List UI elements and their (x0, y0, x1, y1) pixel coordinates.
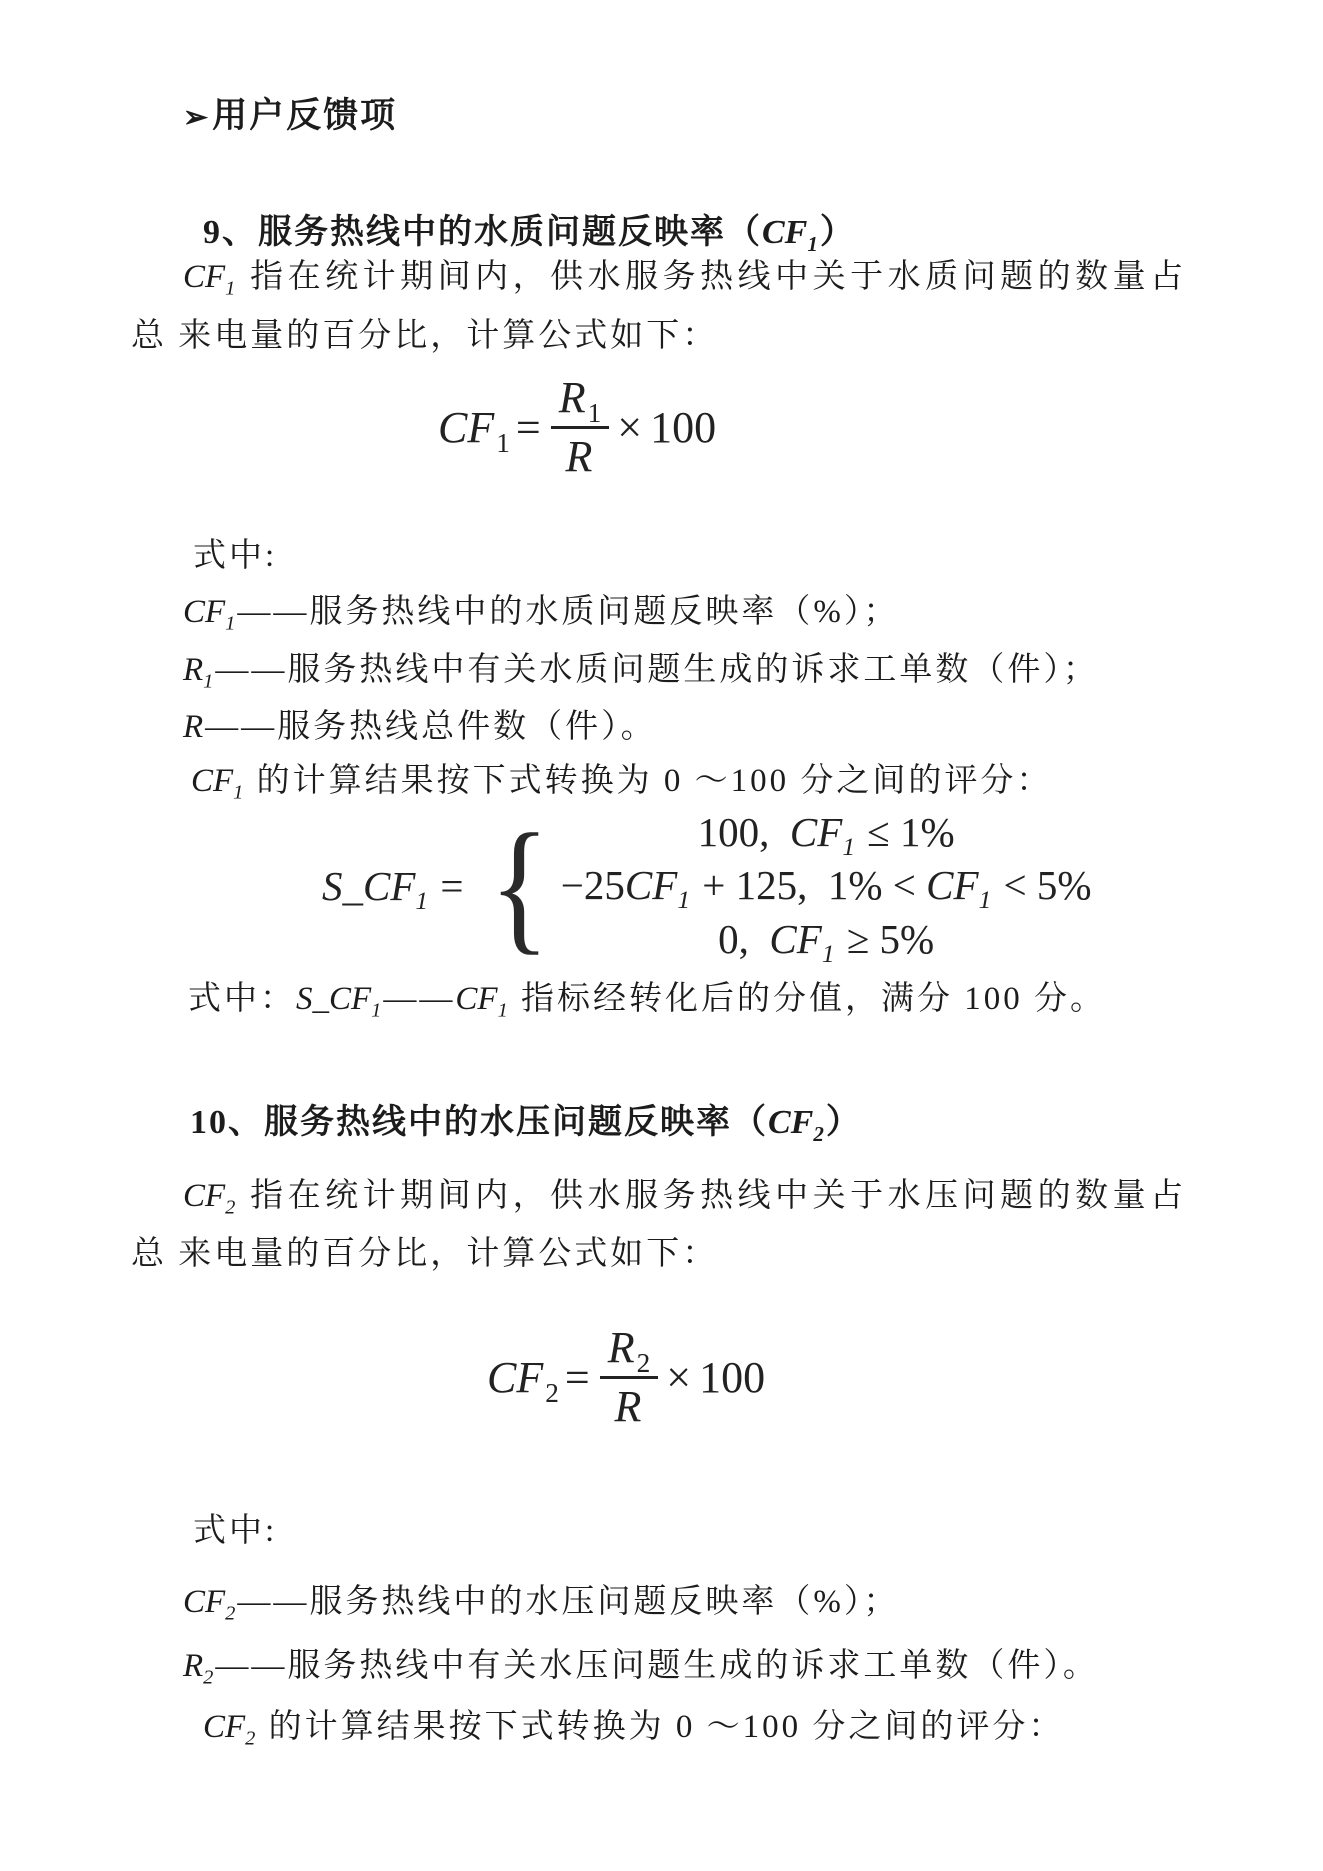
math-var: CF (438, 402, 495, 452)
text-run: = (430, 862, 474, 909)
definition-r2 (183, 1646, 1099, 1687)
math-subscript: 1 (497, 999, 508, 1022)
math-var: CF (487, 1352, 544, 1402)
text-run: 指在统计期间内，供水服务热线中关于水质问题的数量占 (237, 259, 1188, 295)
text-run: ≥ 5% (836, 915, 935, 962)
text-run: 100, (697, 809, 790, 855)
fraction-denominator (615, 1379, 644, 1432)
math-var: $CF_1$ (183, 594, 236, 635)
text-run: ——服务热线总件数（件）。 (205, 709, 657, 745)
math-var: $CF_1$ (926, 862, 992, 915)
arrow-bullet-icon: ➢ (183, 101, 211, 134)
formula-s-cf1 (322, 803, 1092, 968)
text-run: 的计算结果按下式转换为 0 ～100 分之间的评分： (257, 1709, 1065, 1745)
math-subscript: 1 (677, 886, 691, 915)
curly-brace: { (489, 803, 550, 968)
math-subscript: 2 (203, 1666, 214, 1689)
section-9-intro-line-2: 总 来电量的百分比，计算公式如下： (131, 318, 719, 354)
math-var: $CF_1$ (191, 763, 244, 804)
section-10-intro-line-1 (183, 1176, 1188, 1217)
text-run: −25 (560, 862, 625, 909)
text-run: + 125, 1% < (692, 862, 927, 909)
math-subscript: 1 (842, 833, 856, 862)
text-run: —— (383, 981, 456, 1017)
math-subscript: 1 (978, 886, 992, 915)
definition-cf2 (183, 1582, 899, 1623)
math-var: $CF_2$ (203, 1709, 256, 1750)
math-var: $CF_1$ (183, 259, 236, 300)
math-subscript: 1 (821, 939, 835, 968)
text-run: ——服务热线中的水压问题反映率（%）； (237, 1584, 900, 1620)
math-var: R (565, 432, 593, 481)
math-var: R (183, 709, 204, 745)
math-subscript: 2 (225, 1196, 236, 1219)
multiply-sign: × (666, 1352, 692, 1402)
text-run: < 5% (993, 862, 1092, 909)
where-label-1: 式中: (193, 538, 278, 574)
text-run: ） (825, 1104, 862, 1141)
math-var: $S\_CF_1$ (296, 981, 382, 1022)
formula-cf2 (487, 1322, 765, 1432)
section-10-conversion-note (203, 1707, 1064, 1748)
text-run: 0, (718, 915, 770, 962)
math-var: $R_1$ (183, 652, 214, 693)
piecewise-case-3 (718, 913, 934, 966)
math-subscript: 1 (496, 427, 510, 458)
math-var: R (614, 1382, 642, 1431)
math-subscript: 1 (415, 887, 429, 916)
definition-r1 (183, 650, 1099, 691)
text-run: ——服务热线中有关水质问题生成的诉求工单数（件）； (215, 652, 1099, 688)
definition-r (183, 707, 657, 748)
fraction (551, 372, 610, 482)
math-var: $CF_1$ (769, 915, 835, 968)
where-label-2: 式中: (193, 1513, 278, 1549)
section-9-conversion-note (191, 761, 1052, 802)
math-subscript: 2 (813, 1121, 824, 1146)
formula-cf1-lhs (438, 402, 510, 458)
math-subscript: 1 (371, 999, 382, 1022)
formula-s-cf1-lhs (322, 862, 474, 916)
equals-sign: = (515, 402, 541, 452)
math-subscript: 2 (245, 1727, 256, 1750)
text-run: 10、服务热线中的水压问题反映率（ (190, 1104, 768, 1141)
text-run: ≤ 1% (857, 809, 955, 855)
math-var: $CF_2$ (183, 1584, 236, 1625)
math-var: $CF_2$ (183, 1178, 236, 1219)
math-var: $CF_1$ (762, 214, 818, 256)
formula-factor: 100 (650, 402, 717, 452)
math-var: $CF_2$ (768, 1104, 824, 1146)
math-subscript: 2 (225, 1602, 236, 1625)
text-run: ） (819, 214, 856, 251)
math-subscript: 1 (233, 781, 244, 804)
fraction-numerator (551, 372, 610, 429)
math-subscript: 1 (225, 612, 236, 635)
math-subscript: 1 (587, 397, 602, 428)
text-run: ——服务热线中有关水压问题生成的诉求工单数（件）。 (215, 1648, 1099, 1684)
math-var: R (607, 1323, 635, 1372)
math-var: $R_2$ (183, 1648, 214, 1689)
piecewise-case-2 (560, 859, 1092, 915)
definition-cf1 (183, 592, 899, 633)
math-subscript: 1 (203, 670, 214, 693)
formula-cf2-lhs (487, 1352, 559, 1408)
text-run: 9、服务热线中的水质问题反映率（ (203, 214, 762, 251)
math-var: $CF_1$ (789, 809, 856, 862)
section-9-intro-line-1 (183, 257, 1188, 298)
math-var: R (558, 373, 586, 422)
math-subscript: 1 (225, 277, 236, 300)
piecewise-case-1 (697, 806, 955, 862)
text-run: ——服务热线中的水质问题反映率（%）； (237, 594, 900, 630)
section-10-heading (190, 1102, 862, 1145)
text-run: 指在统计期间内，供水服务热线中关于水压问题的数量占 (237, 1178, 1188, 1214)
section-9-heading (203, 212, 856, 255)
formula-factor: 100 (699, 1352, 766, 1402)
section-9-score-note (188, 979, 1106, 1020)
formula-cf1 (438, 372, 716, 482)
feedback-section-title: 用户反馈项 (212, 96, 398, 135)
text-run: 式中： (188, 981, 296, 1017)
fraction-numerator (600, 1322, 659, 1379)
fraction (600, 1322, 659, 1432)
section-10-intro-line-2: 总 来电量的百分比，计算公式如下： (131, 1236, 719, 1272)
math-subscript: 2 (636, 1347, 651, 1378)
fraction-denominator (566, 429, 595, 482)
math-subscript: 1 (807, 231, 818, 256)
math-var: $CF_1$ (624, 862, 691, 915)
text-run: 的计算结果按下式转换为 0 ～100 分之间的评分： (245, 763, 1053, 799)
math-var: $CF_1$ (455, 981, 508, 1022)
text-run: 指标经转化后的分值，满分 100 分。 (509, 981, 1107, 1017)
equals-sign: = (564, 1352, 590, 1402)
feedback-section-header (183, 94, 397, 138)
piecewise-cases (561, 806, 1092, 966)
multiply-sign: × (617, 402, 643, 452)
math-var: $S\_CF_1$ (322, 862, 429, 916)
math-subscript: 2 (545, 1377, 559, 1408)
